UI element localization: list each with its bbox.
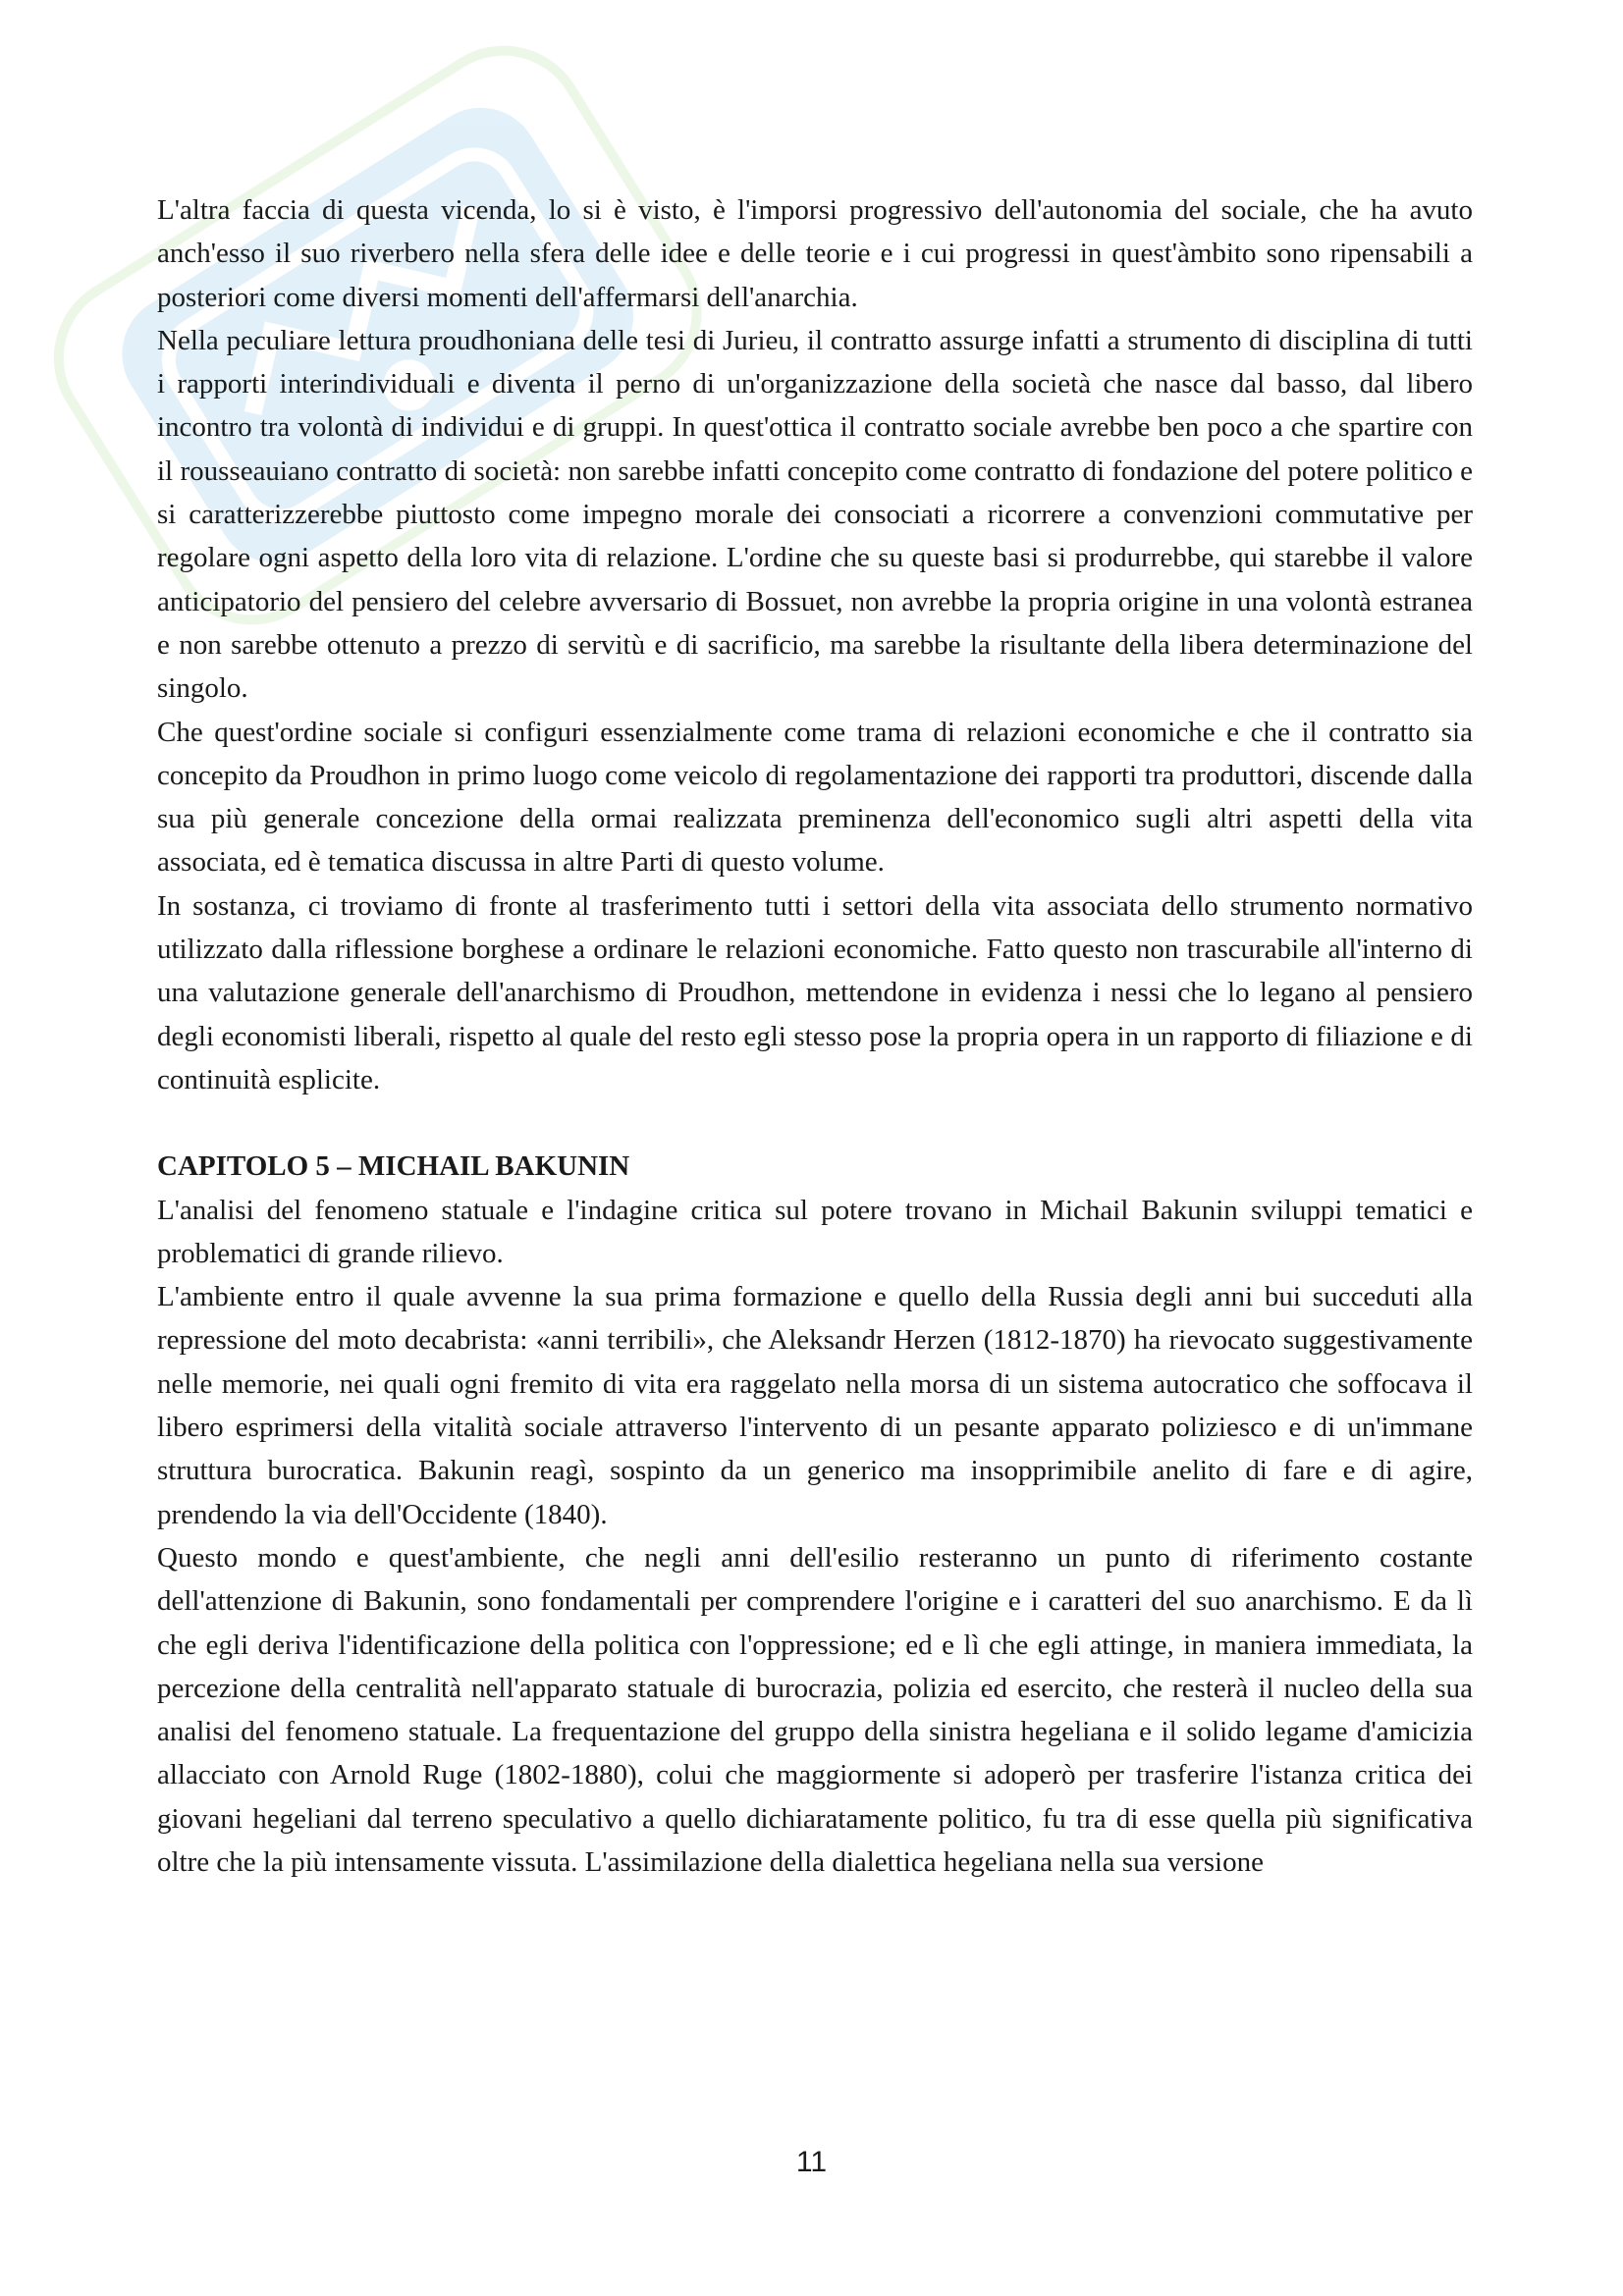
- paragraph: Che quest'ordine sociale si configuri essenzialmente come trama di relazioni economiche e che il contratto sia concepito da Proudhon in primo luogo come veicolo di regolamentazione dei rapporti tra produttori, discende dalla sua più generale concezione della ormai realizzata preminenza dell'economico sugli altri aspetti della vita associata, ed è tematica discussa in altre Parti di questo volume.: [157, 716, 1473, 879]
- paragraph: L'analisi del fenomeno statuale e l'indagine critica sul potere trovano in Michail Bakunin sviluppi tematici e problematici di grande rilievo.: [157, 1194, 1473, 1269]
- paragraph: L'altra faccia di questa vicenda, lo si è visto, è l'imporsi progressivo dell'autonomia del sociale, che ha avuto anch'esso il suo riverbero nella sfera delle idee e delle teorie e i cui progressi in quest'àmbito sono ripensabili a posteriori come diversi momenti dell'affermarsi dell'anarchia.: [157, 194, 1473, 313]
- document-body: [157, 188, 1473, 1884]
- paragraph: Nella peculiare lettura proudhoniana delle tesi di Jurieu, il contratto assurge infatti a strumento di disciplina di tutti i rapporti interindividuali e diventa il perno di un'organizzazione della società che nasce dal basso, dal libero incontro tra volontà di individui e di gruppi. In quest'ottica il contratto sociale avrebbe ben poco a che spartire con il rousseauiano contratto di società: non sarebbe infatti concepito come contratto di fondazione del potere politico e si caratterizzerebbe piuttosto come impegno morale dei consociati a ricorrere a convenzioni commutative per regolare ogni aspetto della loro vita di relazione. L'ordine che su queste basi si produrrebbe, qui starebbe il valore anticipatorio del pensiero del celebre avversario di Bossuet, non avrebbe la propria origine in una volontà estranea e non sarebbe ottenuto a prezzo di servitù e di sacrificio, ma sarebbe la risultante della libera determinazione del singolo.: [157, 324, 1473, 705]
- page-number: 11: [795, 2146, 828, 2178]
- paragraph: L'ambiente entro il quale avvenne la sua prima formazione e quello della Russia degli anni bui succeduti alla repressione del moto decabrista: «anni terribili», che Aleksandr Herzen (1812-1870) ha rievocato suggestivamente nelle memorie, nei quali ogni fremito di vita era raggelato nella morsa di un sistema autocratico che soffocava il libero esprimersi della vitalità sociale attraverso l'intervento di un pesante apparato poliziesco e di un'immane struttura burocratica. Bakunin reagì, sospinto da un generico ma insopprimibile anelito di fare e di agire, prendendo la via dell'Occidente (1840).: [157, 1281, 1473, 1530]
- paragraph: In sostanza, ci troviamo di fronte al trasferimento tutti i settori della vita associata dello strumento normativo utilizzato dalla riflessione borghese a ordinare le relazioni economiche. Fatto questo non trascurabile all'interno di una valutazione generale dell'anarchismo di Proudhon, mettendone in evidenza i nessi che lo legano al pensiero degli economisti liberali, rispetto al quale del resto egli stesso pose la propria opera in un rapporto di filiazione e di continuità esplicite.: [157, 889, 1473, 1095]
- chapter-heading: CAPITOLO 5 – MICHAIL BAKUNIN: [157, 1150, 630, 1183]
- paragraph-gap: [157, 1101, 1473, 1145]
- paragraph: Questo mondo e quest'ambiente, che negli anni dell'esilio resteranno un punto di riferimento costante dell'attenzione di Bakunin, sono fondamentali per comprendere l'origine e i caratteri del suo anarchismo. E da lì che egli deriva l'identificazione della politica con l'oppressione; ed e lì che egli attinge, in maniera immediata, la percezione della centralità nell'apparato statuale di burocrazia, polizia ed esercito, che resterà il nucleo della sua analisi del fenomeno statuale. La frequentazione del gruppo della sinistra hegeliana e il solido legame d'amicizia allacciato con Arnold Ruge (1802-1880), colui che maggiormente si adoperò per trasferire l'istanza critica dei giovani hegeliani dal terreno speculativo a quello dichiaratamente politico, fu tra di esse quella più significativa oltre che la più intensamente vissuta. L'assimilazione della dialettica hegeliana nella sua versione: [157, 1541, 1473, 1878]
